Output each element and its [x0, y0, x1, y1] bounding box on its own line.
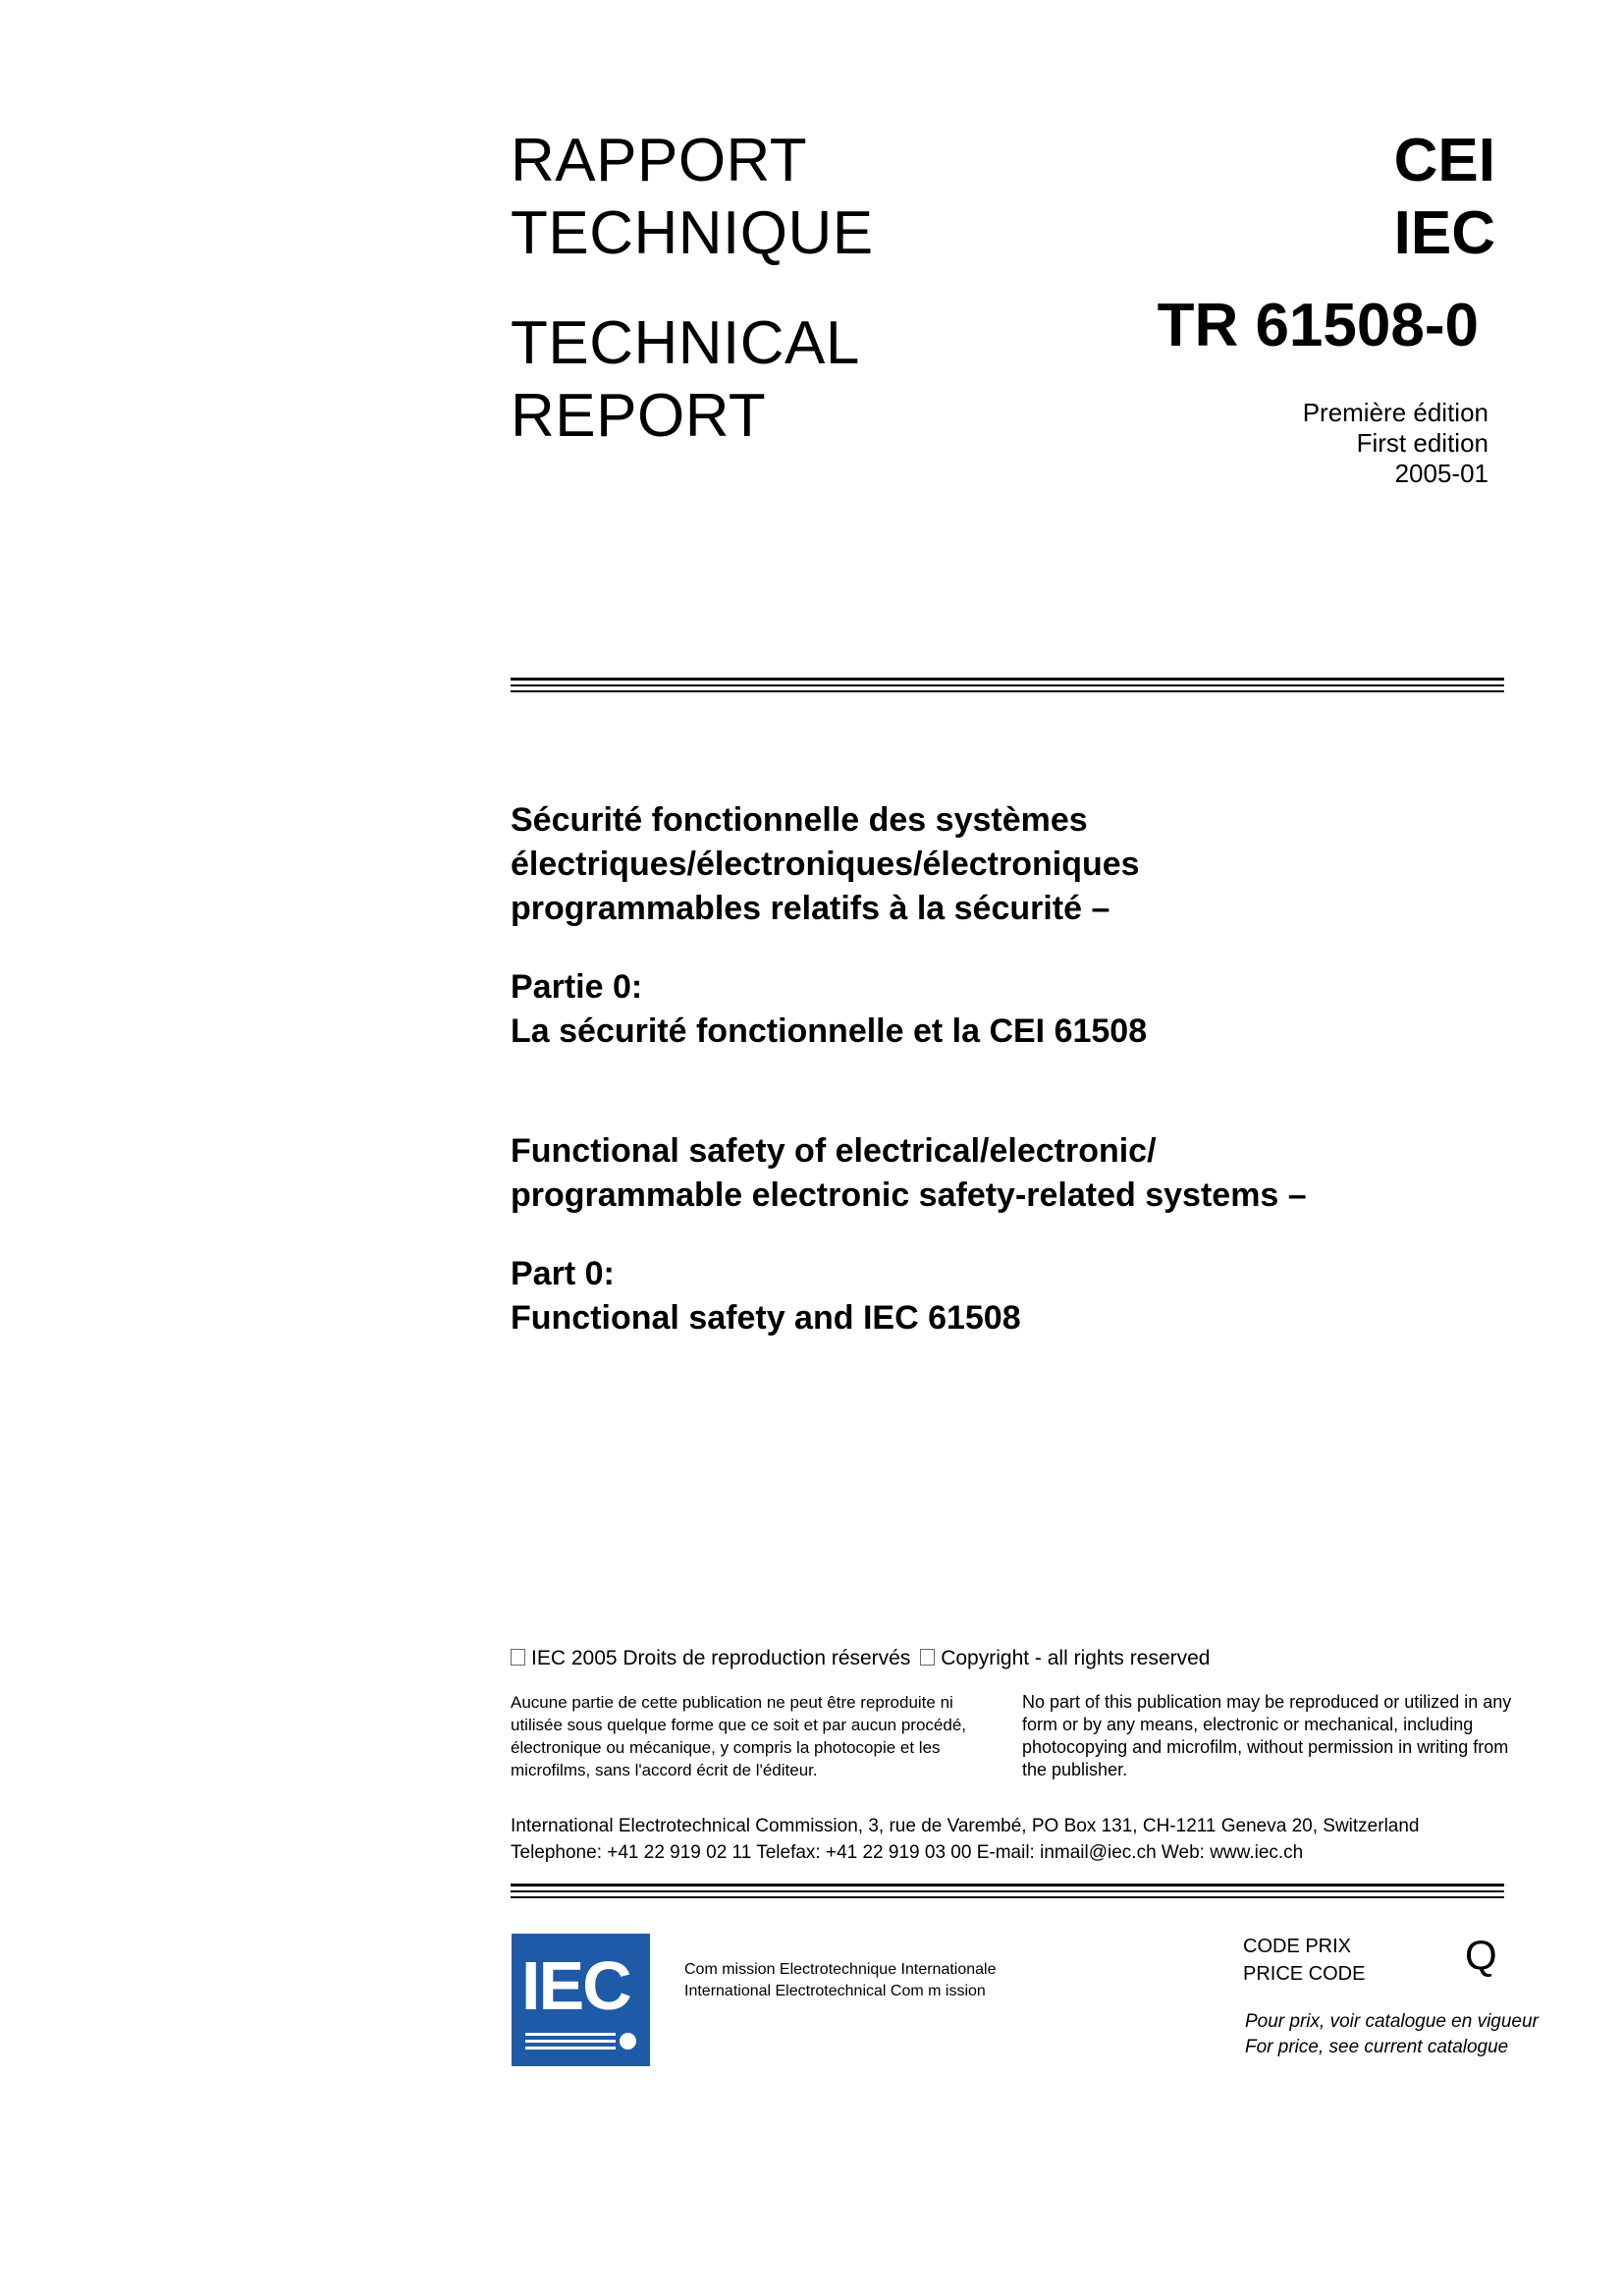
title-en	[511, 1129, 1307, 1218]
edition-en: First edition	[1356, 428, 1488, 458]
divider-rule	[511, 1890, 1504, 1892]
title-fr	[511, 798, 1140, 931]
title-fr-line2: électriques/électroniques/électroniques	[511, 846, 1140, 883]
part-fr	[511, 965, 1147, 1054]
price-code-label-fr: CODE PRIX	[1243, 1936, 1352, 1957]
commission-name-fr: Com mission Electrotechnique Internationale	[684, 1961, 997, 1978]
divider-rule	[511, 690, 1504, 692]
report-type-en-line1: TECHNICAL	[511, 309, 860, 377]
logo-dot	[620, 2033, 636, 2050]
edition-fr: Première édition	[1302, 398, 1488, 427]
logo-line	[525, 2033, 616, 2036]
price-note-fr: Pour prix, voir catalogue en vigueur	[1245, 2011, 1539, 2032]
publisher-address: International Electrotechnical Commission, 3, rue de Varembé, PO Box 131, CH-1211 Geneva 20, Switzerland	[511, 1816, 1420, 1836]
copyright-symbol-icon	[511, 1649, 525, 1666]
notice-fr-line: microfilms, sans l'accord écrit de l'éditeur.	[511, 1761, 818, 1779]
divider-rule	[511, 684, 1504, 686]
edition-info	[1303, 398, 1488, 489]
divider-rule	[511, 1896, 1504, 1898]
notice-en-line: form or by any means, electronic or mechanical, including	[1022, 1715, 1474, 1734]
part-fr-label: Partie 0:	[511, 968, 643, 1006]
title-en-line1: Functional safety of electrical/electronic/	[511, 1132, 1157, 1170]
copyright-notice-fr	[511, 1691, 1001, 1781]
price-note-en: For price, see current catalogue	[1245, 2037, 1509, 2057]
iec-logo	[512, 1934, 650, 2066]
publisher-phone-email: Telephone: +41 22 919 02 11 Telefax: +41 22 919 03 00 E-mail: inmail@iec.ch Web: www.iec.ch	[511, 1842, 1304, 1863]
copyright-line	[511, 1646, 1210, 1671]
copyright-fr: IEC 2005 Droits de reproduction réservés	[531, 1647, 911, 1669]
report-type-en	[511, 307, 860, 453]
part-en-label: Part 0:	[511, 1255, 615, 1292]
copyright-notice-en	[1022, 1691, 1572, 1781]
iec-logo-text: IEC	[521, 1947, 630, 2024]
part-en-title: Functional safety and IEC 61508	[511, 1299, 1021, 1337]
divider-rule	[511, 1884, 1504, 1886]
price-note	[1245, 2009, 1539, 2060]
price-code-letter: Q	[1465, 1932, 1497, 1978]
report-type-fr-line1: RAPPORT	[511, 127, 808, 194]
notice-fr-line: utilisée sous quelque forme que ce soit et par aucun procédé,	[511, 1716, 967, 1734]
part-en	[511, 1252, 1021, 1340]
publisher-contact	[511, 1813, 1420, 1866]
price-code-labels	[1243, 1933, 1365, 1988]
logo-line	[525, 2047, 616, 2050]
edition-date: 2005-01	[1394, 459, 1488, 488]
notice-en-line: photocopying and microfilm, without permission in writing from	[1022, 1737, 1509, 1757]
report-type-fr	[511, 125, 874, 270]
report-type-en-line2: REPORT	[511, 382, 767, 450]
title-fr-line3: programmables relatifs à la sécurité –	[511, 890, 1110, 927]
commission-name	[684, 1959, 997, 2002]
title-fr-line1: Sécurité fonctionnelle des systèmes	[511, 801, 1088, 839]
title-en-line2: programmable electronic safety-related systems –	[511, 1176, 1307, 1214]
notice-en-line: No part of this publication may be reproduced or utilized in any	[1022, 1692, 1512, 1712]
price-code-label-en: PRICE CODE	[1243, 1963, 1366, 1985]
logo-line	[525, 2040, 616, 2043]
org-code-fr: CEI	[1393, 127, 1495, 194]
commission-name-en: International Electrotechnical Com m ission	[684, 1983, 986, 1999]
part-fr-title: La sécurité fonctionnelle et la CEI 61508	[511, 1012, 1148, 1050]
notice-fr-line: électronique ou mécanique, y compris la photocopie et les	[511, 1738, 941, 1757]
notice-fr-line: Aucune partie de cette publication ne peut être reproduite ni	[511, 1693, 953, 1712]
notice-en-line: the publisher.	[1022, 1760, 1128, 1779]
copyright-en: Copyright - all rights reserved	[941, 1647, 1211, 1669]
document-number: TR 61508-0	[1157, 292, 1479, 359]
report-type-fr-line2: TECHNIQUE	[511, 199, 874, 267]
copyright-symbol-icon	[920, 1649, 935, 1666]
org-code-en: IEC	[1393, 199, 1495, 267]
organization-codes	[1394, 125, 1495, 270]
divider-rule	[511, 678, 1504, 681]
